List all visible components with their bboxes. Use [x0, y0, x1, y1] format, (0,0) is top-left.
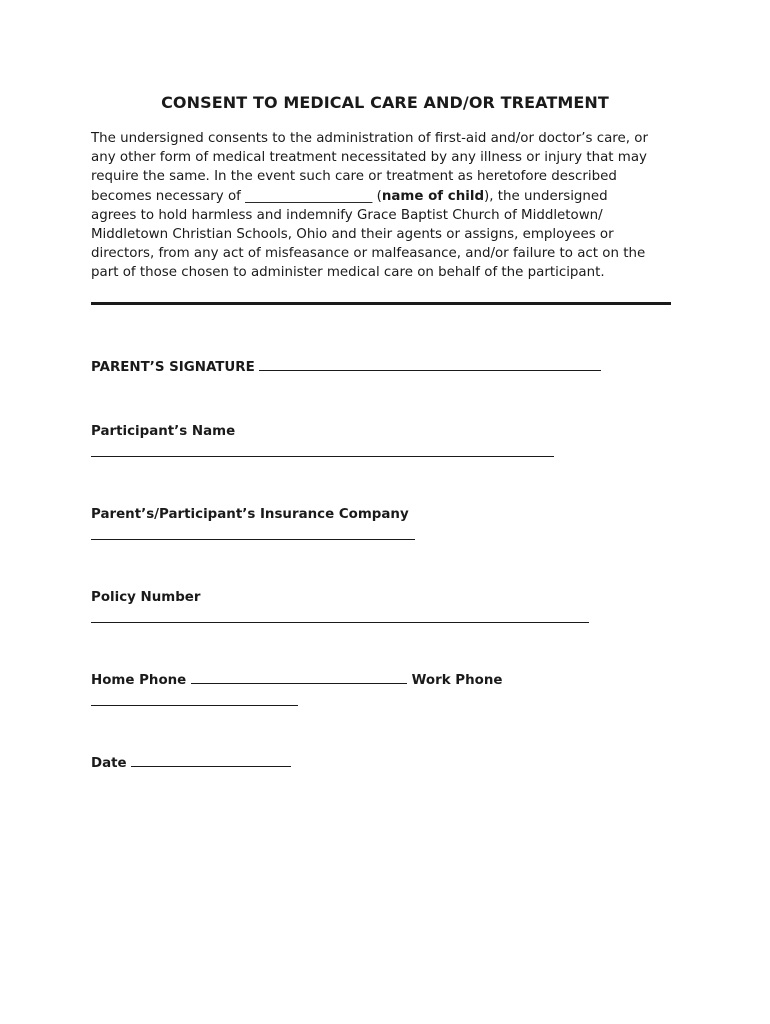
paragraph-line: part of those chosen to administer medical care on behalf of the participant.	[91, 265, 605, 281]
paragraph-text: becomes necessary of ___________________ (	[91, 188, 382, 204]
date-blank[interactable]	[131, 754, 291, 767]
work-phone-blank[interactable]	[91, 705, 298, 706]
date-field	[91, 754, 291, 773]
paragraph-line: directors, from any act of misfeasance or malfeasance, and/or failure to act on the	[91, 246, 646, 262]
parent-signature-field	[91, 358, 601, 377]
paragraph-line: require the same. In the event such care or treatment as heretofore described	[91, 169, 617, 185]
home-phone-label: Home Phone	[91, 673, 187, 688]
section-divider	[91, 302, 671, 305]
paragraph-text: ), the undersigned	[484, 188, 608, 204]
policy-number-label: Policy Number	[91, 590, 201, 605]
paragraph-line: Middletown Christian Schools, Ohio and their agents or assigns, employees or	[91, 227, 614, 243]
participant-name-blank[interactable]	[91, 456, 554, 457]
paragraph-line: The undersigned consents to the administration of first-aid and/or doctor’s care, or	[91, 131, 648, 146]
paragraph-line: any other form of medical treatment necessitated by any illness or injury that may	[91, 150, 647, 166]
phone-field	[91, 671, 502, 690]
participant-name-label: Participant’s Name	[91, 424, 236, 439]
paragraph-line: agrees to hold harmless and indemnify Grace Baptist Church of Middletown/	[91, 207, 603, 223]
policy-number-blank[interactable]	[91, 622, 589, 623]
work-phone-label: Work Phone	[411, 673, 503, 688]
home-phone-blank[interactable]	[191, 671, 407, 684]
insurance-company-blank[interactable]	[91, 539, 415, 540]
document-title: CONSENT TO MEDICAL CARE AND/OR TREATMENT	[161, 93, 609, 112]
paragraph-line	[91, 187, 681, 206]
insurance-company-label: Parent’s/Participant’s Insurance Company	[91, 507, 409, 522]
parent-signature-label: PARENT’S SIGNATURE	[91, 360, 255, 375]
name-of-child-label: name of child	[381, 188, 485, 204]
date-label: Date	[91, 756, 127, 771]
parent-signature-blank[interactable]	[259, 358, 601, 371]
consent-paragraph	[91, 129, 681, 283]
